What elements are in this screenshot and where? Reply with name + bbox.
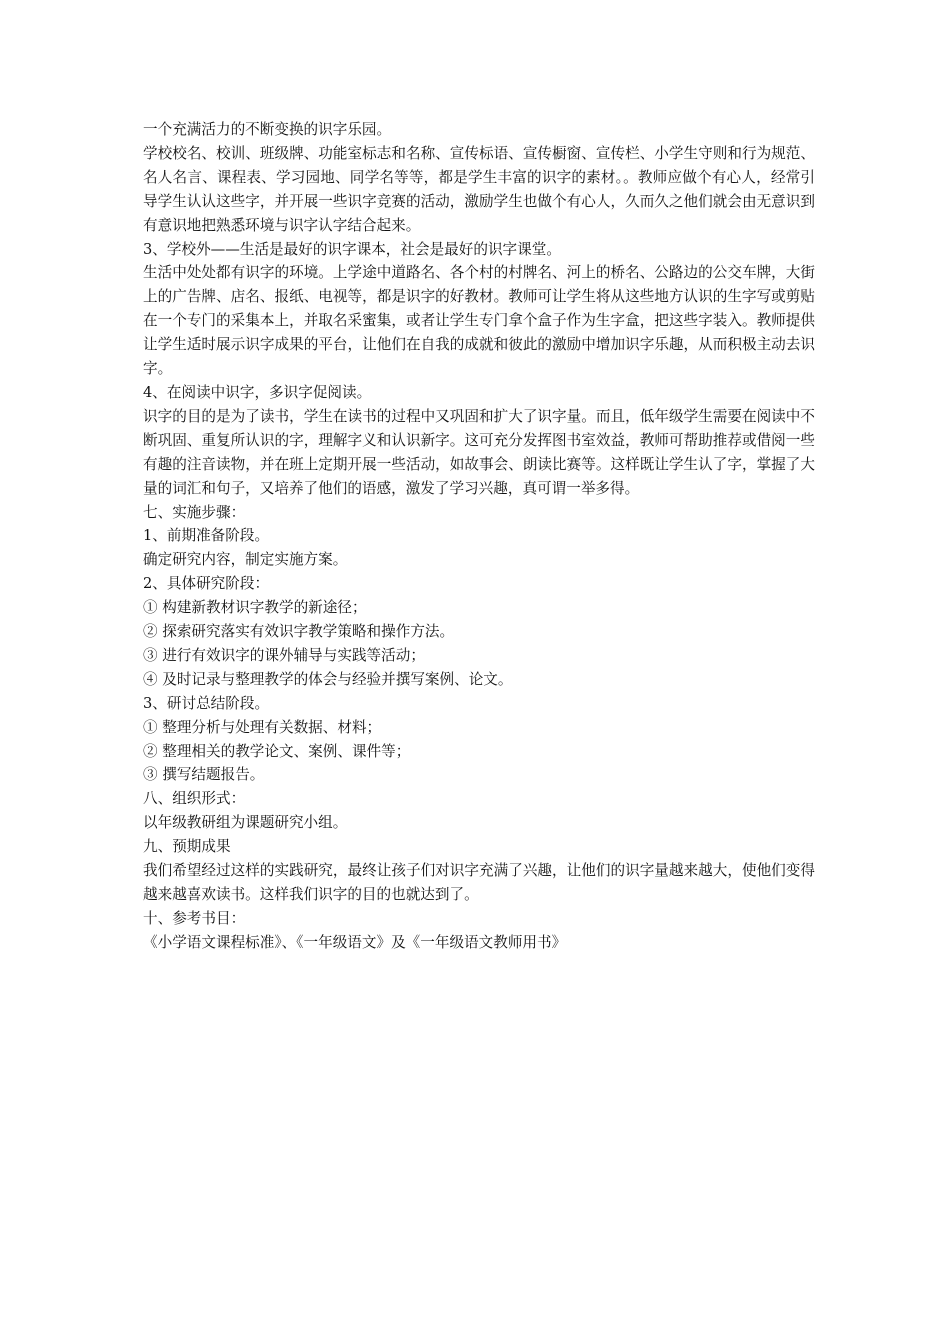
list-item-research-2: ② 探索研究落实有效识字教学策略和操作方法。 [143, 623, 455, 641]
heading-research-stage: 2、具体研究阶段： [143, 575, 270, 593]
paragraph-reading-literacy: 识字的目的是为了读书，学生在读书的过程中又巩固和扩大了识字量。而且，低年级学生需要在阅读中不断巩固、重复所认识的字，理解字义和认识新字。这可充分发挥图书室效益，教师可帮助推荐或借阅一些有趣的注音读物，并在班上定期开展一些活动，如故事会、朗读比赛等。这样既让学生认了字，掌握了大量的词汇和句子，又培养了他们的语感，激发了学习兴趣，真可谓一举多得。 [143, 407, 815, 497]
list-item-summary-2: ② 整理相关的教学论文、案例、课件等； [143, 742, 411, 760]
list-item-research-1: ① 构建新教材识字教学的新途径； [143, 599, 367, 617]
heading-summary-stage: 3、研讨总结阶段。 [143, 694, 270, 712]
paragraph-organization: 以年级教研组为课题研究小组。 [143, 814, 348, 832]
heading-reading-literacy: 4、在阅读中识字，多识字促阅读。 [143, 383, 372, 401]
list-item-summary-1: ① 整理分析与处理有关数据、材料； [143, 718, 382, 736]
heading-organization: 八、组织形式： [143, 790, 246, 808]
heading-outside-school: 3、学校外——生活是最好的识字课本，社会是最好的识字课堂。 [143, 240, 561, 258]
heading-preparation-stage: 1、前期准备阶段。 [143, 527, 270, 545]
paragraph-preparation: 确定研究内容，制定实施方案。 [143, 551, 348, 569]
heading-expected-results: 九、预期成果 [143, 838, 231, 856]
paragraph-references: 《小学语文课程标准》、《一年级语文》及《一年级语文教师用书》 [143, 933, 567, 951]
heading-references: 十、参考书目： [143, 909, 246, 927]
paragraph-intro-end: 一个充满活力的不断变换的识字乐园。 [143, 121, 392, 138]
paragraph-expected-results: 我们希望经过这样的实践研究，最终让孩子们对识字充满了兴趣，让他们的识字量越来越大，使他们变得越来越喜欢读书。这样我们识字的目的也就达到了。 [143, 862, 815, 903]
list-item-research-3: ③ 进行有效识字的课外辅导与实践等活动； [143, 646, 425, 664]
list-item-summary-3: ③ 撰写结题报告。 [143, 766, 265, 784]
paragraph-life-environment: 生活中处处都有识字的环境。上学途中道路名、各个村的村牌名、河上的桥名、公路边的公交车牌，大街上的广告牌、店名、报纸、电视等，都是识字的好教材。教师可让学生将从这些地方认识的生字写或剪贴在一个专门的采集本上，并取名采蜜集，或者让学生专门拿个盒子作为生字盒，把这些字装入。教师提供让学生适时展示识字成果的平台，让他们在自我的成就和彼此的激励中增加识字乐趣，从而积极主动去识字。 [143, 264, 815, 378]
document-body [143, 118, 815, 955]
paragraph-school-environment: 学校校名、校训、班级牌、功能室标志和名称、宣传标语、宣传橱窗、宣传栏、小学生守则和行为规范、名人名言、课程表、学习园地、同学名等等，都是学生丰富的识字的素材。。教师应做个有心人，经常引导学生认认这些字，并开展一些识字竞赛的活动，激励学生也做个有心人，久而久之他们就会由无意识到有意识地把熟悉环境与识字认字结合起来。 [143, 144, 815, 234]
list-item-research-4: ④ 及时记录与整理教学的体会与经验并撰写案例、论文。 [143, 670, 513, 688]
heading-implementation-steps: 七、实施步骤： [143, 503, 246, 521]
